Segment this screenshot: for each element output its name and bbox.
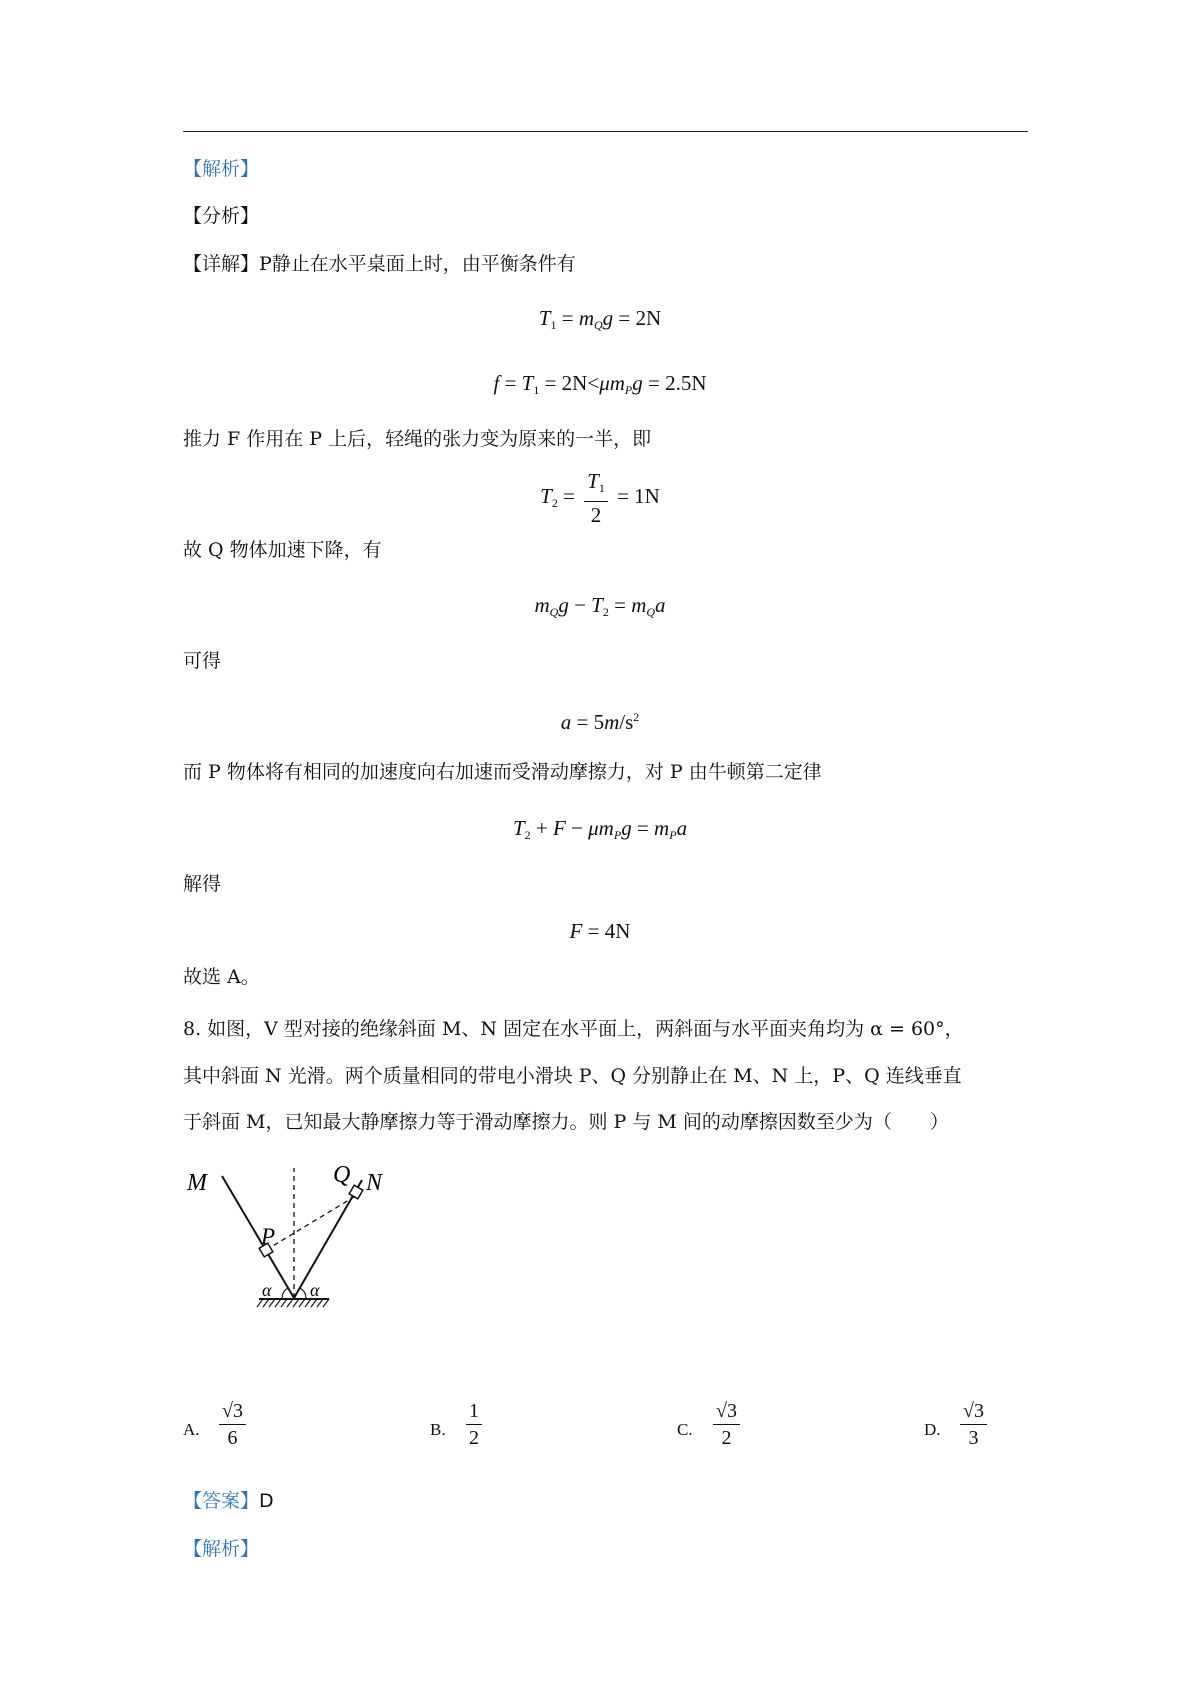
label-alpha-right: α bbox=[310, 1280, 320, 1300]
push-force-text: 推力 F 作用在 P 上后，轻绳的张力变为原来的一半，即 bbox=[183, 428, 652, 450]
label-q: Q bbox=[333, 1162, 351, 1188]
equation-7: F = 4N bbox=[569, 919, 631, 943]
answer-tag: 【答案】 bbox=[183, 1490, 260, 1512]
option-b-letter: B. bbox=[430, 1420, 446, 1439]
equation-1: $T_1 = m_Qg = 2N$ bbox=[538, 306, 662, 332]
label-n: N bbox=[366, 1170, 383, 1196]
label-m: M bbox=[187, 1170, 207, 1196]
option-a-num: √3 bbox=[219, 1398, 246, 1425]
ground-hatching bbox=[257, 1299, 329, 1307]
detail-text: P静止在水平桌面上时，由平衡条件有 bbox=[259, 253, 576, 275]
incline-m bbox=[222, 1176, 294, 1298]
answer-value: D bbox=[259, 1490, 274, 1512]
detail-paragraph bbox=[183, 249, 576, 279]
q8-line-3: 于斜面 M，已知最大静摩擦力等于滑动摩擦力。则 P 与 M 间的动摩擦因数至少为（ ） bbox=[183, 1111, 949, 1133]
analysis-end-tag: 【解析】 bbox=[183, 1538, 260, 1560]
analysis-tag: 【解析】 bbox=[183, 158, 260, 180]
label-p: P bbox=[261, 1224, 276, 1249]
q8-line-1: 8. 如图，V 型对接的绝缘斜面 M、N 固定在水平面上，两斜面与水平面夹角均为 α = 60°， bbox=[183, 1018, 964, 1040]
option-c-num: √3 bbox=[713, 1398, 740, 1425]
option-b-num: 1 bbox=[466, 1398, 482, 1425]
option-a-letter: A. bbox=[183, 1420, 200, 1439]
q-accel-text: 故 Q 物体加速下降，有 bbox=[183, 539, 382, 561]
option-d-den: 3 bbox=[968, 1427, 979, 1449]
answer-line bbox=[183, 1486, 274, 1516]
v-incline-diagram bbox=[183, 1160, 423, 1335]
angle-arc-left bbox=[282, 1288, 288, 1298]
solve-text: 解得 bbox=[183, 873, 222, 895]
label-alpha-left: α bbox=[262, 1280, 272, 1300]
option-c-den: 2 bbox=[721, 1427, 732, 1449]
header-rule bbox=[183, 131, 1028, 132]
option-b-den: 2 bbox=[469, 1427, 479, 1449]
q8-line-2: 其中斜面 N 光滑。两个质量相同的带电小滑块 P、Q 分别静止在 M、N 上，P、Q 连线垂直 bbox=[183, 1065, 962, 1087]
can-get-text: 可得 bbox=[183, 650, 222, 672]
equation-6: $T_2 + F - \mu m_Pg = m_Pa$ bbox=[512, 816, 688, 842]
detail-tag: 【详解】 bbox=[183, 253, 260, 275]
option-d-letter: D. bbox=[924, 1420, 941, 1439]
angle-arc-right bbox=[300, 1288, 306, 1298]
pq-dashed-line bbox=[266, 1197, 354, 1250]
option-d-num: √3 bbox=[960, 1398, 987, 1425]
p-object-text: 而 P 物体将有相同的加速度向右加速而受滑动摩擦力，对 P 由牛顿第二定律 bbox=[183, 761, 822, 783]
choose-text: 故选 A。 bbox=[183, 966, 260, 988]
equation-4: $m_Qg - T_2 = m_Qa$ bbox=[534, 593, 666, 619]
fenxi-tag: 【分析】 bbox=[183, 205, 260, 227]
option-c-letter: C. bbox=[677, 1420, 693, 1439]
equation-5: $a = 5m/s^2$ bbox=[560, 710, 640, 734]
option-a-den: 6 bbox=[227, 1427, 238, 1449]
equation-3: $T_2$ = $\frac{T_1}{2}$ = 1N bbox=[540, 469, 660, 527]
equation-2: $f = T_1 = 2N<\mu m_Pg = 2.5N$ bbox=[493, 371, 707, 397]
